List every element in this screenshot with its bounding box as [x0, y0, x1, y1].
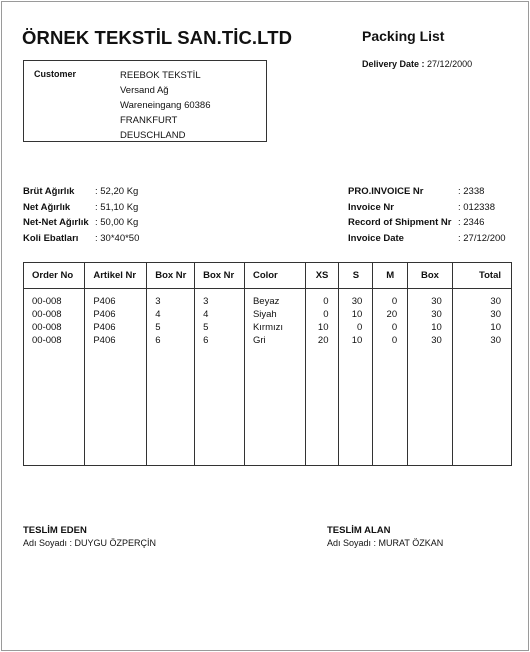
- cells-total: [452, 288, 511, 465]
- table-cell: Kırmızı: [252, 321, 284, 333]
- table-cell: 00-008: [32, 295, 62, 307]
- deliverer-signature: [23, 524, 156, 550]
- weight-label: Brüt Ağırlık: [23, 186, 75, 197]
- receiver-signature: [327, 524, 443, 550]
- col-box-nr: Box Nr: [147, 263, 195, 288]
- col-s: S: [339, 263, 373, 288]
- table-cell: 10: [351, 308, 363, 320]
- invoice-row: [348, 215, 506, 231]
- table-cell: 6: [203, 334, 209, 346]
- packing-table: [23, 262, 512, 466]
- cells-box-nr: [147, 288, 195, 465]
- invoice-row: [348, 231, 506, 247]
- table-cell: 0: [391, 295, 398, 307]
- weight-label: Net-Net Ağırlık: [23, 217, 89, 228]
- table-cell: 10: [431, 321, 442, 333]
- deliverer-title: TESLİM EDEN: [23, 525, 87, 536]
- table-cell: 0: [391, 334, 398, 346]
- col-total: Total: [452, 263, 511, 288]
- table-cell: 00-008: [32, 321, 62, 333]
- table-cell: 10: [351, 334, 363, 346]
- invoice-label: PRO.INVOICE Nr: [348, 186, 424, 197]
- customer-line: Wareneingang 60386: [120, 100, 211, 111]
- invoice-label: Record of Shipment Nr: [348, 217, 452, 228]
- table-cell: Gri: [252, 334, 266, 346]
- col-color: Color: [244, 263, 305, 288]
- col-m: M: [373, 263, 408, 288]
- table-cell: 4: [203, 308, 209, 320]
- col-order-no: Order No: [24, 263, 85, 288]
- deliverer-name: Adı Soyadı : DUYGU ÖZPERÇİN: [23, 538, 157, 548]
- customer-line: REEBOK TEKSTİL: [120, 70, 201, 81]
- delivery-date-value: 27/12/2000: [427, 59, 473, 69]
- customer-label: Customer: [34, 69, 77, 79]
- table-cell: 30: [431, 334, 442, 346]
- invoice-row: [348, 184, 506, 200]
- table-header-row: [24, 263, 511, 288]
- invoice-value: : 2346: [458, 217, 485, 228]
- customer-line: DEUSCHLAND: [120, 130, 186, 141]
- weight-value: : 30*40*50: [95, 232, 140, 244]
- table-cell: 30: [490, 295, 501, 307]
- table-cell: P406: [93, 334, 116, 346]
- cells-box: [408, 288, 453, 465]
- table-cell: Siyah: [252, 308, 277, 320]
- table-cell: 30: [431, 295, 442, 307]
- customer-box: [23, 60, 267, 142]
- cells-box-nr-2: [195, 288, 245, 465]
- weight-label: Koli Ebatları: [23, 232, 79, 244]
- table-cell: 3: [155, 295, 161, 307]
- table-cell: P406: [93, 308, 116, 320]
- cells-m: [373, 288, 408, 465]
- table-cell: 10: [317, 321, 329, 333]
- col-xs: XS: [305, 263, 339, 288]
- table-cell: 30: [431, 308, 442, 320]
- weight-value: : 52,20 Kg: [95, 186, 139, 197]
- table-cell: 20: [317, 334, 329, 346]
- cells-xs: [305, 288, 339, 465]
- table-cell: 00-008: [32, 308, 62, 320]
- receiver-title: TESLİM ALAN: [327, 525, 391, 536]
- col-box-nr-2: Box Nr: [195, 263, 245, 288]
- table-cell: 30: [490, 308, 501, 320]
- table-cell: 0: [323, 295, 329, 307]
- table-cell: 10: [490, 321, 501, 333]
- weight-row: [23, 215, 139, 231]
- packing-list-page: [1, 1, 529, 651]
- table-cell: Beyaz: [252, 295, 280, 307]
- cells-color: [244, 288, 305, 465]
- weight-row: [23, 184, 139, 200]
- table-cell: 0: [391, 321, 398, 333]
- table-cell: 0: [357, 321, 363, 333]
- company-name: ÖRNEK TEKSTİL SAN.TİC.LTD: [22, 27, 293, 48]
- weight-row: [23, 231, 139, 247]
- customer-address: [120, 68, 211, 143]
- receiver-name: Adı Soyadı : MURAT ÖZKAN: [327, 538, 444, 548]
- cells-artikel-nr: [85, 288, 147, 465]
- invoice-row: [348, 200, 506, 216]
- weight-value: : 50,00 Kg: [95, 217, 139, 228]
- invoice-label: Invoice Date: [348, 232, 404, 244]
- table-cell: 0: [323, 308, 329, 320]
- invoice-value: : 012338: [458, 201, 495, 213]
- invoice-block: [348, 184, 506, 246]
- table-cell: P406: [93, 295, 116, 307]
- table-cell: 6: [155, 334, 161, 346]
- cells-s: [339, 288, 373, 465]
- document-title: Packing List: [362, 28, 445, 44]
- col-artikel-nr: Artikel Nr: [85, 263, 147, 288]
- table-cell: 5: [155, 321, 161, 333]
- table-cell: 20: [386, 308, 398, 320]
- weights-block: [23, 184, 139, 246]
- weight-label: Net Ağırlık: [23, 201, 71, 213]
- delivery-date-label: Delivery Date :: [362, 59, 425, 69]
- invoice-label: Invoice Nr: [348, 201, 394, 213]
- invoice-value: : 27/12/200: [458, 232, 506, 244]
- table-cell: 00-008: [32, 334, 62, 346]
- table-cell: 30: [490, 334, 501, 346]
- weight-value: : 51,10 Kg: [95, 201, 139, 213]
- cells-order-no: [24, 288, 85, 465]
- table-cell: 3: [203, 295, 209, 307]
- delivery-date: [362, 59, 472, 69]
- table-cell: 30: [351, 295, 363, 307]
- customer-line: FRANKFURT: [120, 115, 178, 126]
- col-box: Box: [408, 263, 453, 288]
- customer-line: Versand Ağ: [120, 85, 169, 96]
- table-body: [24, 288, 511, 465]
- table-cell: 4: [155, 308, 161, 320]
- invoice-value: : 2338: [458, 186, 485, 197]
- weight-row: [23, 200, 139, 216]
- table-cell: 5: [203, 321, 209, 333]
- table-cell: P406: [93, 321, 116, 333]
